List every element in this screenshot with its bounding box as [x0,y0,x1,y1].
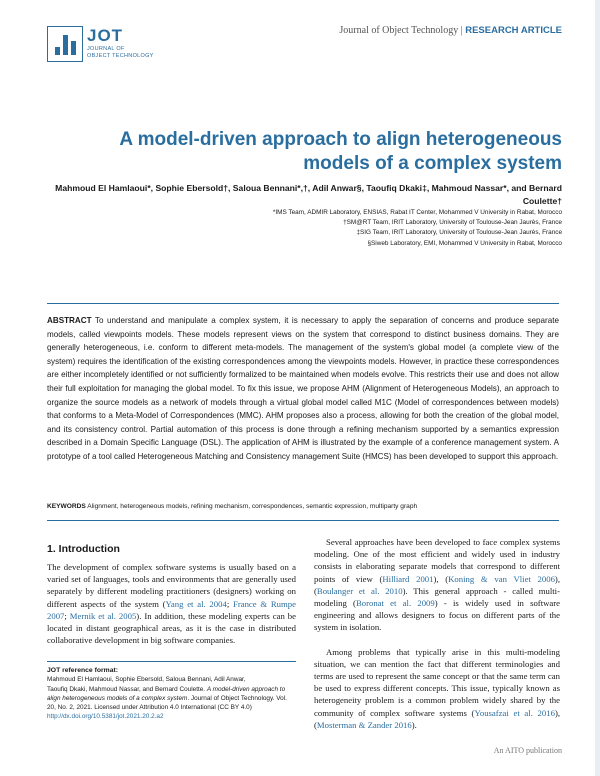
citation-link[interactable]: Yousafzai et al. 2016 [474,707,555,718]
affiliation-smart: †SM@RT Team, IRIT Laboratory, University of Toulouse-Jean Jaurès, France [343,219,562,227]
journal-name: Journal of Object Technology [339,25,459,36]
reference-line-1: Mahmoud El Hamlaoui, Sophie Ebersold, Saloua Bennani, Adil Anwar, [47,676,246,684]
citation-link[interactable]: France & Rumpe 2007 [47,598,296,621]
citation-separator: ; [64,610,70,621]
jot-logo [47,26,177,66]
footer-publisher: An AITO publication [493,746,562,755]
journal-header [339,25,562,36]
citation-separator: ; [226,598,233,609]
abstract-label: ABSTRACT [47,316,92,325]
abstract-bottom-rule [47,520,559,521]
affiliation-siweb: §Siweb Laboratory, EMI, Mohammed V University in Rabat, Morocco [367,239,562,247]
abstract [47,314,559,464]
page-side-bar [595,0,600,776]
title-line-2: models of a complex system [303,153,562,174]
logo-title: JOT [87,26,124,45]
abstract-top-rule [47,303,559,304]
authors-line-2: Coulette† [522,196,562,206]
keywords-text: Alignment, heterogeneous models, refining mechanism, correspondences, semantic expression, multiparty graph [85,503,418,510]
reference-line-3: . Journal of Object Technology. Vol. 20, No. 2, 2021. Licensed under Attribution 4.0 International (CC BY 4.0) [47,694,287,712]
doi-link[interactable]: http://dx.doi.org/10.5381/jot.2021.20.2.a2 [47,713,164,721]
affiliation-ims: *IMS Team, ADMIR Laboratory, ENSIAS, Rabat IT Center, Mohammed V University in Rabat, Morocco [272,209,562,216]
section-title-introduction: 1. Introduction [47,543,120,555]
logo-subtitle-1: JOURNAL OF [87,46,125,52]
citation-link[interactable]: Koning & van Vliet 2006 [448,573,555,584]
reference-title: A model-driven approach to align heterogeneous models of a complex system [47,685,286,702]
citation-link[interactable]: Boronat et al. 2009 [355,598,435,609]
citation-link[interactable]: Yang et al. 2004 [165,598,227,609]
citation-link[interactable]: Mernik et al. 2005 [69,610,137,621]
keywords-label: KEYWORDS [47,503,86,510]
intro-paragraph-1-end: ). In addition, these modeling experts can be located in distant geographical areas, as it is the case in distributed collaborative development in big software companies. [47,610,296,646]
citation-link[interactable]: Hilliard 2001 [382,573,434,584]
citation-link[interactable]: Mosterman & Zander 2016 [316,719,412,730]
header-separator: | [458,25,466,36]
paper-title [42,128,562,176]
logo-subtitle-2: OBJECT TECHNOLOGY [87,53,154,59]
article-type: RESEARCH ARTICLE [465,25,562,36]
intro-right-column [314,536,560,743]
intro-left-column [47,561,296,646]
affiliations [42,208,562,249]
citation-link[interactable]: Boulanger et al. 2010 [316,585,403,596]
jot-reference-box [47,661,296,722]
intro-paragraph-1: The development of complex software systems is usually based on a varied set of languages, tools and environments that are generally used separately by different modeling practitioners (designers) working on different aspects of the system ( [47,562,296,609]
keywords [47,503,559,510]
reference-heading: JOT reference format: [47,667,119,674]
authors-line-1: Mahmoud El Hamlaoui*, Sophie Ebersold†, Saloua Bennani*,†, Adil Anwar§, Taoufiq Dkaki‡, Mahmoud Nassar*, and Bernard [55,183,562,193]
reference-line-2: Taoufiq Dkaki, Mahmoud Nassar, and Bernard Coulette. [47,685,207,693]
author-list [42,182,562,208]
logo-bar-chart-icon [47,26,83,62]
affiliation-sig: ‡SIG Team, IRIT Laboratory, University of Toulouse-Jean Jaurès, France [356,229,562,237]
intro-paragraph-2: Several approaches have been developed to face complex systems modeling. One of the most efficient and widely used in industry consists in elaborating separate models that correspond to different points of view (Hilliard 2001), (Koning & van Vliet 2006), (Boulanger et al. 2010). This general approach - called multi-modeling (Boronat et al. 2009) - is widely used in software engineering and allows designers to focus on different parts of the system in isolation. [314,537,560,633]
title-line-1: A model-driven approach to align heterogeneous [119,129,562,150]
intro-paragraph-3: Among problems that typically arise in this multi-modeling situation, we can mention the fact that different terminologies and terms are used to represent the same concept or that the same term can be used to express different concepts. This issue, typically known as heterogeneity problem is a common problem widely shared by the community of complex software systems (Yousafzai et al. 2016), (Mosterman & Zander 2016). [314,646,561,730]
abstract-text: To understand and manipulate a complex system, it is necessary to apply the separation of concerns and produce separate models, called viewpoints models. These models represent views on the system that correspond to distinct business domains. They are generally heterogeneous, i.e. conform to different meta-models. The management of the system's global model (a complete view of the system) requires the identification of the existing correspondences among the viewpoints models. However, in practice these correspondences are either incompletely identified or not sufficiently formalized to be maintained when models evolve. This restricts their use and does not allow their full exploitation for managing the global model. To fix this issue, we propose AHM (Alignment of Heterogeneous Models), an approach to organize the source models as a network of models through a virtual global model called M1C (Model of correspondences between models) that conforms to a Meta-Model of Correspondences (MMC). AHM proposes also a process, allowing for both the creation of the global model, and its consistency control. Partial automation of this process is done through a refining mechanism supported by a semantics expression described in a Domain Specific Language (DSL). The application of AHM is illustrated by the example of a conference management system. A prototype of a tool called Heterogeneous Matching and Consistency management Suite (HMCS) has been developed to support this approach. [47,316,559,461]
